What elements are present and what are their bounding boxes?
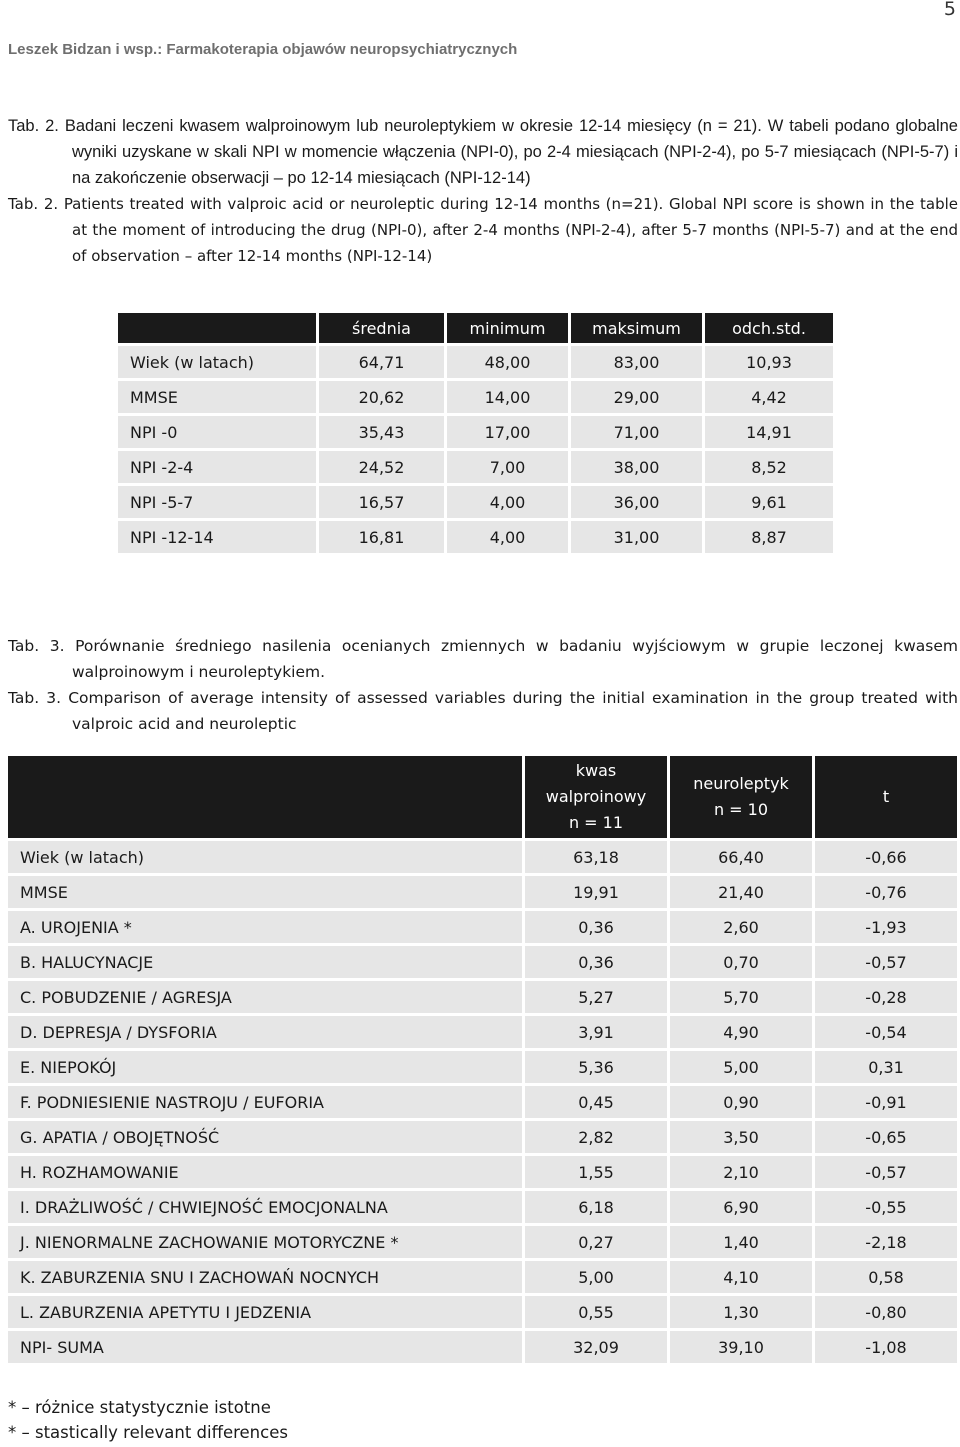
table-cell: 66,40 <box>670 841 812 873</box>
table-cell: 6,90 <box>670 1191 812 1223</box>
table-cell: 0,58 <box>815 1261 957 1293</box>
table-cell: 16,81 <box>319 521 444 553</box>
row-label: I. DRAŻLIWOŚĆ / CHWIEJNOŚĆ EMOCJONALNA <box>8 1191 522 1223</box>
table-cell: 4,90 <box>670 1016 812 1048</box>
table-row <box>118 451 833 483</box>
table-cell: 64,71 <box>319 346 444 378</box>
tab3-caption <box>8 633 958 737</box>
tab2-caption-en-label: Tab. 2. <box>8 195 59 213</box>
row-label: C. POBUDZENIE / AGRESJA <box>8 981 522 1013</box>
table-row <box>118 381 833 413</box>
table-row <box>8 1331 957 1363</box>
table-cell: 0,90 <box>670 1086 812 1118</box>
table-cell: -1,93 <box>815 911 957 943</box>
table-cell: -0,65 <box>815 1121 957 1153</box>
row-label: MMSE <box>8 876 522 908</box>
table-cell: 31,00 <box>571 521 702 553</box>
footnote-pl: * – różnice statystycznie istotne <box>8 1398 271 1417</box>
table-row <box>118 416 833 448</box>
tab3-caption-en-text: Comparison of average intensity of assessed variables during the initial examination in the group treated with valproic acid and neuroleptic <box>68 689 959 733</box>
table-cell: 16,57 <box>319 486 444 518</box>
table-cell: 0,45 <box>525 1086 667 1118</box>
table-row <box>8 876 957 908</box>
row-label: NPI- SUMA <box>8 1331 522 1363</box>
tab2-caption <box>8 113 958 269</box>
row-label: K. ZABURZENIA SNU I ZACHOWAŃ NOCNYCH <box>8 1261 522 1293</box>
header-blank-cell <box>8 756 522 838</box>
table-row <box>8 981 957 1013</box>
row-label: G. APATIA / OBOJĘTNOŚĆ <box>8 1121 522 1153</box>
column-header-line: kwas <box>575 761 617 780</box>
column-header-line: walproinowy <box>545 787 647 806</box>
table-cell: 63,18 <box>525 841 667 873</box>
table-cell: 2,60 <box>670 911 812 943</box>
table-header-row <box>118 313 833 343</box>
table-cell: -0,76 <box>815 876 957 908</box>
table-cell: 38,00 <box>571 451 702 483</box>
row-label: D. DEPRESJA / DYSFORIA <box>8 1016 522 1048</box>
tab3-caption-en-label: Tab. 3. <box>8 689 62 707</box>
table-cell: 24,52 <box>319 451 444 483</box>
table-cell: 14,91 <box>705 416 833 448</box>
table-cell: -0,66 <box>815 841 957 873</box>
table-cell: 20,62 <box>319 381 444 413</box>
row-label: L. ZABURZENIA APETYTU I JEDZENIA <box>8 1296 522 1328</box>
footnote-en: * – stastically relevant differences <box>8 1423 288 1442</box>
table-cell: 4,00 <box>447 521 568 553</box>
tab3-caption-en <box>8 685 958 737</box>
column-header-line: n = 11 <box>568 813 624 832</box>
table-row <box>8 1156 957 1188</box>
running-header: Leszek Bidzan i wsp.: Farmakoterapia objawów neuropsychiatrycznych <box>8 41 518 58</box>
table-row <box>8 1191 957 1223</box>
tab3-caption-pl-label: Tab. 3. <box>8 637 65 655</box>
table-row <box>118 486 833 518</box>
table-cell: -0,80 <box>815 1296 957 1328</box>
row-label: Wiek (w latach) <box>118 346 316 378</box>
column-header-line: t <box>882 787 890 806</box>
table-cell: 17,00 <box>447 416 568 448</box>
table-row <box>8 946 957 978</box>
table-cell: 7,00 <box>447 451 568 483</box>
column-header: minimum <box>447 313 568 343</box>
table-cell: 1,40 <box>670 1226 812 1258</box>
table-row <box>8 1121 957 1153</box>
column-header-neuroleptic <box>670 756 812 838</box>
tab2-caption-pl-label: Tab. 2. <box>8 117 59 135</box>
table-cell: 9,61 <box>705 486 833 518</box>
table-row <box>8 1016 957 1048</box>
table-cell: 4,10 <box>670 1261 812 1293</box>
table-cell: 5,70 <box>670 981 812 1013</box>
table-cell: -1,08 <box>815 1331 957 1363</box>
table-cell: 8,52 <box>705 451 833 483</box>
header-blank-cell <box>118 313 316 343</box>
tab2-caption-pl <box>8 113 958 191</box>
table-cell: 5,00 <box>670 1051 812 1083</box>
table-cell: -2,18 <box>815 1226 957 1258</box>
row-label: A. UROJENIA * <box>8 911 522 943</box>
row-label: F. PODNIESIENIE NASTROJU / EUFORIA <box>8 1086 522 1118</box>
table-row <box>8 911 957 943</box>
table-cell: 0,36 <box>525 911 667 943</box>
table-cell: 35,43 <box>319 416 444 448</box>
table-row <box>8 1261 957 1293</box>
table-cell: -0,54 <box>815 1016 957 1048</box>
table-cell: 2,10 <box>670 1156 812 1188</box>
row-label: B. HALUCYNACJE <box>8 946 522 978</box>
row-label: H. ROZHAMOWANIE <box>8 1156 522 1188</box>
column-header-line: n = 10 <box>713 800 769 819</box>
tab2-caption-en <box>8 191 958 269</box>
table-cell: 1,30 <box>670 1296 812 1328</box>
table-cell: 0,31 <box>815 1051 957 1083</box>
table-cell: 0,55 <box>525 1296 667 1328</box>
table-cell: 36,00 <box>571 486 702 518</box>
table-cell: 19,91 <box>525 876 667 908</box>
row-label: Wiek (w latach) <box>8 841 522 873</box>
row-label: MMSE <box>118 381 316 413</box>
table-cell: 8,87 <box>705 521 833 553</box>
table-cell: 10,93 <box>705 346 833 378</box>
tab2-caption-pl-text: Badani leczeni kwasem walproinowym lub neuroleptykiem w okresie 12-14 miesięcy (n = 21). W tabeli podano globalne wyniki uzyskane w skali NPI w momencie włączenia (NPI-0), po 2-4 miesiącach (NPI-2-4), po 5-7 miesiącach (NPI-5-7) i na zakończenie obserwacji – po 12-14 miesiącach (NPI-12-14) <box>64 117 958 187</box>
row-label: NPI -2-4 <box>118 451 316 483</box>
table-cell: 0,70 <box>670 946 812 978</box>
table-cell: 83,00 <box>571 346 702 378</box>
table-cell: 32,09 <box>525 1331 667 1363</box>
table-cell: 21,40 <box>670 876 812 908</box>
column-header: maksimum <box>571 313 702 343</box>
column-header-line: neuroleptyk <box>693 774 789 793</box>
table-cell: 5,36 <box>525 1051 667 1083</box>
table-cell: -0,91 <box>815 1086 957 1118</box>
table-cell: 5,27 <box>525 981 667 1013</box>
column-header: odch.std. <box>705 313 833 343</box>
table-cell: -0,57 <box>815 1156 957 1188</box>
table-cell: 14,00 <box>447 381 568 413</box>
tab2-table <box>115 310 836 556</box>
tab3-caption-pl-text: Porównanie średniego nasilenia ocenianych zmiennych w badaniu wyjściowym w grupie leczonej kwasem walproinowym i neuroleptykiem. <box>72 637 958 681</box>
table-cell: -0,57 <box>815 946 957 978</box>
table-row <box>118 346 833 378</box>
table-row <box>8 1086 957 1118</box>
table-cell: 3,91 <box>525 1016 667 1048</box>
table-row <box>118 521 833 553</box>
table-row <box>8 1296 957 1328</box>
table-header-row <box>8 756 957 838</box>
page-number: 5 <box>943 0 956 20</box>
tab3-caption-pl <box>8 633 958 685</box>
row-label: NPI -12-14 <box>118 521 316 553</box>
table-cell: 0,36 <box>525 946 667 978</box>
table-cell: -0,55 <box>815 1191 957 1223</box>
row-label: J. NIENORMALNE ZACHOWANIE MOTORYCZNE * <box>8 1226 522 1258</box>
table-cell: 2,82 <box>525 1121 667 1153</box>
table-cell: 71,00 <box>571 416 702 448</box>
row-label: NPI -0 <box>118 416 316 448</box>
table-row <box>8 1051 957 1083</box>
table-cell: 6,18 <box>525 1191 667 1223</box>
table-row <box>8 1226 957 1258</box>
column-header-t <box>815 756 957 838</box>
table-cell: 4,00 <box>447 486 568 518</box>
table-cell: 29,00 <box>571 381 702 413</box>
column-header-valproic <box>525 756 667 838</box>
row-label: NPI -5-7 <box>118 486 316 518</box>
tab2-caption-en-text: Patients treated with valproic acid or neuroleptic during 12-14 months (n=21). Global NPI score is shown in the table at the moment of introducing the drug (NPI-0), after 2-4 months (NPI-2-4), after 5-7 months (NPI-5-7) and at the end of observation – after 12-14 months (NPI-12-14) <box>63 195 958 265</box>
table-cell: 48,00 <box>447 346 568 378</box>
table-cell: 39,10 <box>670 1331 812 1363</box>
table-cell: 1,55 <box>525 1156 667 1188</box>
table-cell: 0,27 <box>525 1226 667 1258</box>
tab3-table <box>5 753 960 1366</box>
row-label: E. NIEPOKÓJ <box>8 1051 522 1083</box>
table-cell: -0,28 <box>815 981 957 1013</box>
table-row <box>8 841 957 873</box>
table-cell: 3,50 <box>670 1121 812 1153</box>
table-cell: 4,42 <box>705 381 833 413</box>
column-header: średnia <box>319 313 444 343</box>
table-cell: 5,00 <box>525 1261 667 1293</box>
